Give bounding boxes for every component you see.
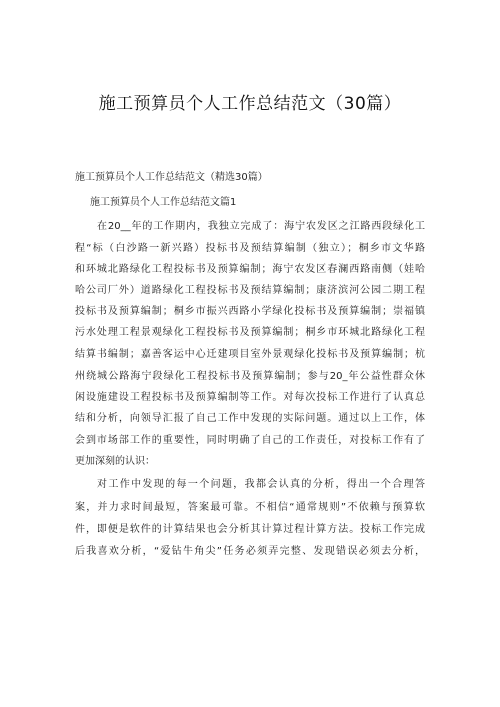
paragraph-line: 哈公司厂外）道路绿化工程投标书及预结算编制；康济滨河公园二期工程 <box>75 285 425 296</box>
paragraph-line: 程“标（白沙路一新兴路）投标书及预结算编制（独立）；桐乡市文华路 <box>75 243 425 254</box>
paragraph-line: 和环城北路绿化工程投标书及预算编制；海宁农发区春澜西路南侧（娃哈 <box>75 264 425 275</box>
document-subtitle: 施工预算员个人工作总结范文（精选30篇） <box>75 172 268 183</box>
paragraph-line: 件，即便是软件的计算结果也会分析其计算过程计算方法。投标工作完成 <box>75 524 425 535</box>
paragraph-line: 结和分析，向领导汇报了自己工作中发现的实际问题。通过以上工作，体 <box>75 413 425 424</box>
paragraph-line: 污水处理工程景观绿化工程投标书及预算编制；桐乡市环城北路绿化工程 <box>75 327 425 338</box>
paragraph-line: 案，并力求时间最短，答案最可靠。不相信“通常规则”不依赖与预算软 <box>75 502 425 513</box>
paragraph-line: 后我喜欢分析，“爱钻牛角尖”任务必须弄完整、发现错误必须去分析， <box>75 546 425 557</box>
section-heading: 施工预算员个人工作总结范文篇1 <box>90 197 237 208</box>
paragraph-line: 更加深刻的认识： <box>75 456 155 467</box>
paragraph-line: 会到市场部工作的重要性，同时明确了自己的工作责任，对投标工作有了 <box>75 435 425 446</box>
paragraph-line: 闲设施建设工程投标书及预算编制等工作。对每次投标工作进行了认真总 <box>75 392 425 403</box>
paragraph-line: 州绕城公路海宁段绿化工程投标书及预算编制；参与20_年公益性群众休 <box>75 371 425 382</box>
paragraph-line: 投标书及预算编制；桐乡市振兴西路小学绿化投标书及预算编制；崇福镇 <box>75 306 425 317</box>
paragraph-line: 在20__年的工作期内，我独立完成了：海宁农发区之江路西段绿化工 <box>97 221 425 232</box>
paragraph-line: 结算书编制；嘉善客运中心迁建项目室外景观绿化投标书及预算编制；杭 <box>75 349 425 360</box>
paragraph-line: 对工作中发现的每一个问题，我都会认真的分析，得出一个合理答 <box>97 479 425 490</box>
document-title: 施工预算员个人工作总结范文（30篇） <box>98 94 402 114</box>
